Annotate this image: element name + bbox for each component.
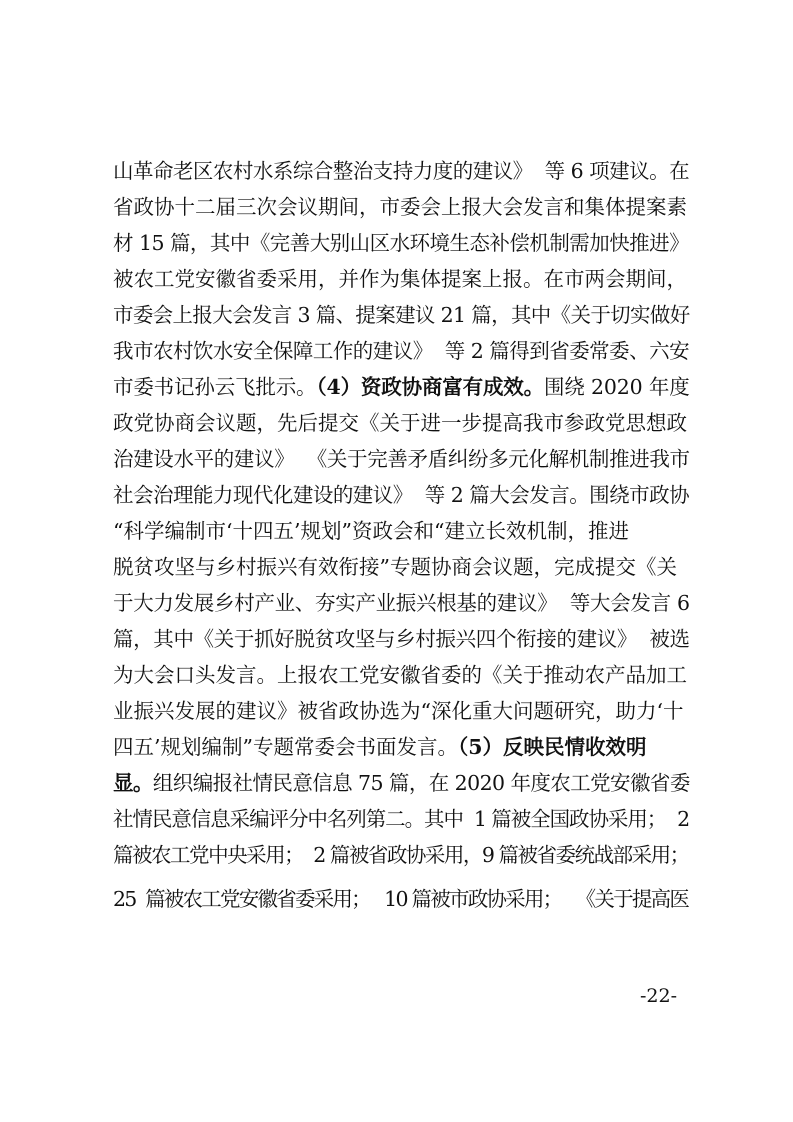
text-line xyxy=(113,477,690,513)
text-line xyxy=(113,837,690,873)
line-text: 市委会上报大会发言 3 篇、提案建议 21 篇，其中《关于切实做好 xyxy=(113,303,690,327)
text-line xyxy=(113,225,690,261)
line-text: 为大会口头发言。上报农工党安徽省委的《关于推动农产品加工 xyxy=(113,663,687,687)
text-line xyxy=(113,369,690,405)
text-line xyxy=(113,297,690,333)
line-text: 市委书记孙云飞批示。 xyxy=(113,375,317,399)
line-text: 脱贫攻坚与乡村振兴有效衔接”专题协商会议题，完成提交《关 xyxy=(113,555,677,579)
line-text: 山革命老区农村水系综合整治支持力度的建议》 等 6 项建议。在 xyxy=(113,159,690,183)
text-line xyxy=(113,621,690,657)
text-line xyxy=(113,513,690,549)
text-line xyxy=(113,441,690,477)
line-text: 业振兴发展的建议》被省政协选为“深化重大问题研究，助力‘十 xyxy=(113,699,684,723)
text-line xyxy=(113,657,690,693)
text-line xyxy=(113,549,690,585)
text-line xyxy=(113,333,690,369)
text-line xyxy=(113,765,690,801)
line-text: 材 15 篇，其中《完善大别山区水环境生态补偿机制需加快推进》 xyxy=(113,231,690,255)
text-line xyxy=(113,585,690,621)
line-text: 篇，其中《关于抓好脱贫攻坚与乡村振兴四个衔接的建议》 被选 xyxy=(113,627,690,651)
text-line xyxy=(113,405,690,441)
text-line xyxy=(113,801,690,837)
line-text: 治建设水平的建议》 《关于完善矛盾纠纷多元化解机制推进我市 xyxy=(113,447,690,471)
line-text: 省政协十二届三次会议期间，市委会上报大会发言和集体提案素 xyxy=(113,195,687,219)
line-text: 我市农村饮水安全保障工作的建议》 等 2 篇得到省委常委、六安 xyxy=(113,339,690,363)
line-text: 组织编报社情民意信息 75 篇，在 2020 年度农工党安徽省委 xyxy=(152,771,690,795)
line-text: 围绕 2020 年度 xyxy=(543,375,690,399)
line-text: 于大力发展乡村产业、夯实产业振兴根基的建议》 等大会发言 6 xyxy=(113,591,690,615)
text-line xyxy=(113,261,690,297)
text-line xyxy=(113,729,690,765)
text-line xyxy=(113,153,690,189)
line-text: 四五’规划编制”专题常委会书面发言。 xyxy=(113,735,458,759)
text-line xyxy=(113,881,690,917)
bold-heading-text: （4）资政协商富有成效。 xyxy=(316,375,544,399)
page-number: -22- xyxy=(640,985,678,1007)
text-line xyxy=(113,693,690,729)
line-text: 篇被农工党中央采用； 2 篇被省政协采用，9 篇被省委统战部采用； xyxy=(113,843,689,867)
line-text: 被农工党安徽省委采用，并作为集体提案上报。在市两会期间， xyxy=(113,267,687,291)
line-text: “科学编制市‘十四五’规划”资政会和“建立长效机制，推进 xyxy=(113,519,629,543)
bold-heading-text: 显。 xyxy=(113,771,153,795)
line-text: 社情民意信息采编评分中名列第二。其中 1 篇被全国政协采用； 2 xyxy=(113,807,690,831)
line-text: 政党协商会议题，先后提交《关于进一步提高我市参政党思想政 xyxy=(113,411,687,435)
line-text: 25 篇被农工党安徽省委采用； 10 篇被市政协采用； 《关于提高医 xyxy=(113,887,689,911)
text-line xyxy=(113,189,690,225)
bold-heading-text: （5）反映民情收效明 xyxy=(458,735,647,759)
line-text: 社会治理能力现代化建设的建议》 等 2 篇大会发言。围绕市政协 xyxy=(113,483,690,507)
